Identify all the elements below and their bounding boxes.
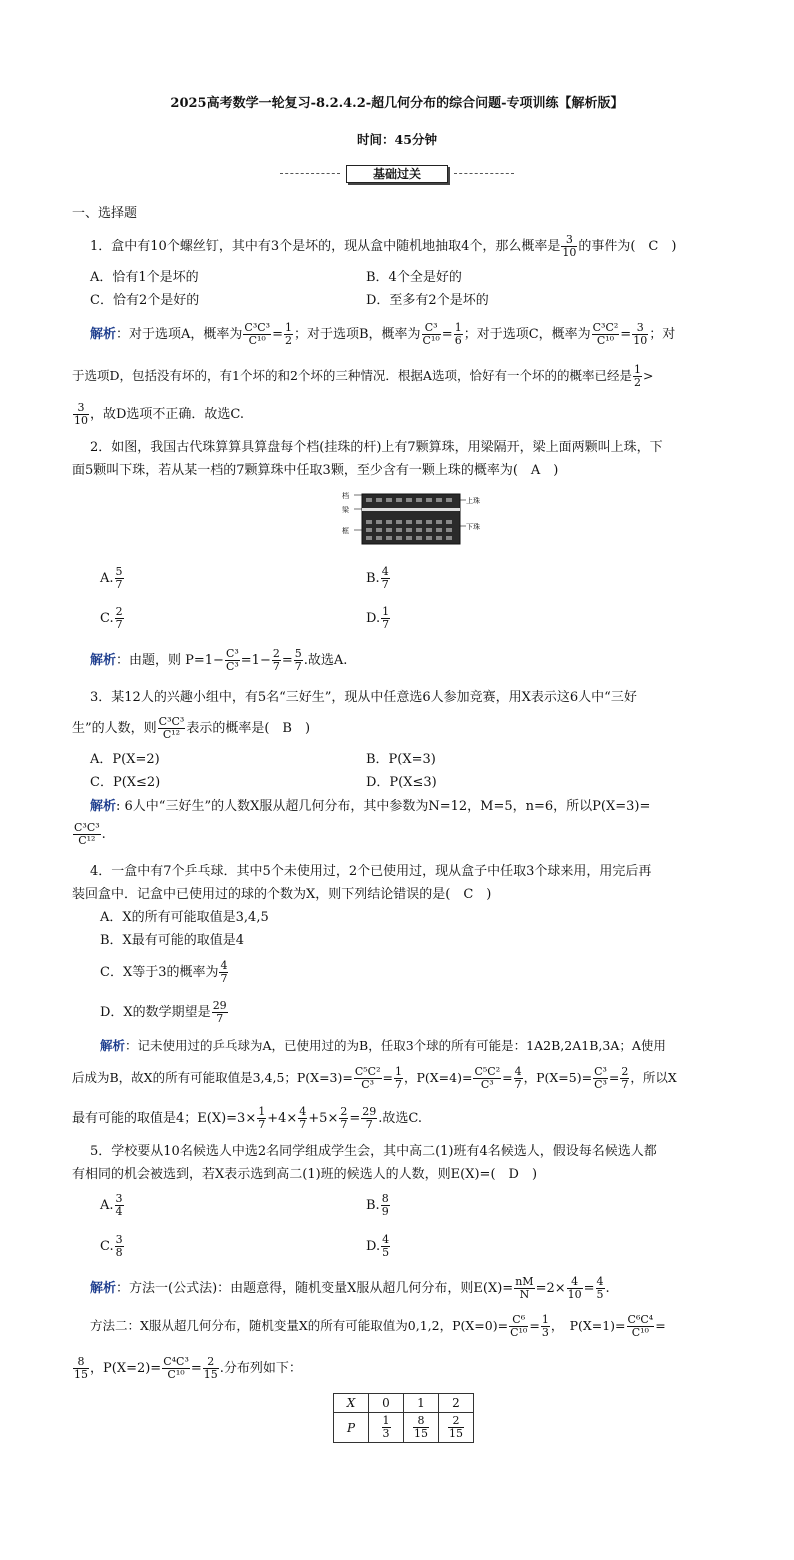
fraction: $\frac{29}{7}$ (362, 1105, 377, 1131)
fraction: $\frac{1}{3}$ (382, 1414, 390, 1440)
doc-title: 2025高考数学一轮复习-8.2.4.2-超几何分布的综合问题-专项训练【解析版】 (170, 96, 624, 111)
q5-option-c: C. $\frac{3}{8}$ (100, 1233, 123, 1259)
q1-solution-line2: 于选项D，包括没有坏的，有1个坏的和2个坏的三种情况．根据A选项，恰好有一个坏的的概率已经是 $\frac{1}{2}$ > (72, 363, 654, 389)
section-badge: 基础过关 (346, 165, 448, 183)
fraction: $\frac{1}{3}$ (541, 1313, 549, 1339)
fraction: $\frac{4}{5}$ (596, 1275, 604, 1301)
fraction: $\frac{2}{15}$ (449, 1414, 463, 1440)
fraction: $\frac{4}{10}$ (567, 1275, 582, 1301)
q3-option-a: A．P(X=2) (90, 752, 160, 767)
q1-stem-text: 1．盒中有10个螺丝钉，其中有3个是坏的，现从盒中随机地抽取4个，那么概率是 (90, 239, 561, 254)
fraction: $\frac{\text{C⁵C²}}{\text{C³}}$ (354, 1065, 381, 1091)
table-header-x: X (334, 1394, 369, 1413)
q3-stem-line2: 生”的人数，则 $\frac{\text{C³C³}}{\text{C¹²}}$ 表示的概率是( B ) (72, 715, 311, 741)
fraction: $\frac{\text{C³C³}}{\text{C¹²}}$ (74, 821, 100, 847)
q4-solution-line2: 后成为B，故X的所有可能取值是3,4,5；P(X=3)= $\frac{\text{C⁵C²}}{\text{C³}}$ = $\frac{1}{7}$ ，P(X=4)= $\frac{\text{C⁵C²}}{\text{C³}}$ = $\frac{4}{7}$ ，P(X=5)= $\frac{\text{C³}}{\text{C³}}$ = $\frac{2}{7}$ ，所以X (72, 1065, 677, 1091)
section-banner (280, 165, 514, 183)
q5-solution-line2: 方法二：X服从超几何分布，随机变量X的所有可能取值为0,1,2，P(X=0)= $\frac{\text{C⁶}}{\text{C¹⁰}}$ = $\frac{1}{3}$ ， P(X=1)= $\frac{\text{C⁶C⁴}}{\text{C¹⁰}}$ = (90, 1313, 666, 1339)
label-dang: 档 (342, 492, 349, 500)
q5-solution-line1: 解析：方法一(公式法)：由题意得，随机变量X服从超几何分布，则E(X)= $\frac{nM}{N}$ =2× $\frac{4}{10}$ = $\frac{4}{5}$ . (90, 1275, 610, 1301)
q3-option-b: B．P(X=3) (366, 752, 436, 767)
fraction: $\frac{2}{7}$ (621, 1065, 629, 1091)
q1-option-c: C．恰有2个是好的 (90, 293, 200, 308)
fraction: $\frac{2}{7}$ (340, 1105, 348, 1131)
q1-stem (90, 234, 722, 259)
fraction: $\frac{8}{9}$ (381, 1192, 389, 1218)
fraction: $\frac{4}{7}$ (299, 1105, 307, 1131)
q4-solution-line3: 最有可能的取值是4；E(X)=3× $\frac{1}{7}$ +4× $\frac{4}{7}$ +5× $\frac{2}{7}$ = $\frac{29}{7}$ .故选C. (72, 1105, 422, 1131)
label-liang: 梁 (342, 506, 349, 514)
q1-fraction: $\frac{3}{10}$ (562, 233, 577, 259)
fraction: $\frac{1}{7}$ (382, 605, 390, 631)
label-xiazhu: 下珠 (466, 523, 480, 531)
q4-solution-line1: 解析：记未使用过的乒乓球为A，已使用过的为B，任取3个球的所有可能是：1A2B,2A1B,3A；A使用 (100, 1038, 666, 1053)
fraction: $\frac{8}{15}$ (414, 1414, 428, 1440)
table-header-p: P (334, 1413, 369, 1443)
fraction: $\frac{4}{7}$ (381, 565, 389, 591)
q5-stem-line2: 有相同的机会被选到，若X表示选到高二(1)班的候选人的人数，则E(X)=( D ) (72, 1167, 538, 1182)
q1-option-a: A．恰有1个是坏的 (90, 270, 199, 285)
fraction: $\frac{4}{7}$ (514, 1065, 522, 1091)
q3-solution-line2: $\frac{\text{C³C³}}{\text{C¹²}}$ . (74, 821, 106, 847)
table-cell: 0 (369, 1394, 404, 1413)
fraction: $\frac{1}{2}$ (284, 321, 292, 347)
label-shangzhu: 上珠 (466, 497, 480, 505)
q4-stem-line1: 4．一盒中有7个乒乓球．其中5个未使用过，2个已使用过，现从盒子中任取3个球来用，用完后再 (90, 864, 652, 879)
time-limit: 时间：45分钟 (357, 132, 437, 147)
fraction: $\frac{4}{5}$ (382, 1233, 390, 1259)
fraction: $\frac{\text{C³}}{\text{C³}}$ (594, 1065, 607, 1091)
fraction: $\frac{\text{C³}}{\text{C³}}$ (225, 647, 239, 673)
fraction: $\frac{1}{7}$ (258, 1105, 266, 1131)
q1-option-d: D．至多有2个是坏的 (366, 293, 489, 308)
fraction: $\frac{\text{C⁶C⁴}}{\text{C¹⁰}}$ (627, 1313, 654, 1339)
q2-solution: 解析：由题，则 P=1− $\frac{\text{C³}}{\text{C³}}$ =1− $\frac{2}{7}$ = $\frac{5}{7}$ .故选A. (90, 647, 348, 673)
fraction: $\frac{4}{7}$ (220, 959, 228, 985)
solution-label: 解析 (90, 653, 117, 668)
q5-option-a: A. $\frac{3}{4}$ (100, 1192, 123, 1218)
q5-option-d: D. $\frac{4}{5}$ (366, 1233, 390, 1259)
q4-option-b: B．X最有可能的取值是4 (100, 933, 245, 948)
fraction: $\frac{2}{7}$ (115, 605, 123, 631)
q4-option-c: C．X等于3的概率为 $\frac{4}{7}$ (100, 959, 228, 985)
solution-label: 解析 (90, 1281, 117, 1296)
fraction: $\frac{3}{10}$ (633, 321, 648, 347)
fraction: $\frac{3}{10}$ (74, 401, 88, 427)
table-cell: 1 (404, 1394, 439, 1413)
q5-solution-line3: $\frac{8}{15}$ ，P(X=2)= $\frac{\text{C⁴C³}}{\text{C¹⁰}}$ = $\frac{2}{15}$ .分布列如下： (74, 1355, 302, 1381)
table-cell (369, 1413, 404, 1443)
q4-option-a: A．X的所有可能取值是3,4,5 (100, 910, 269, 925)
solution-label: 解析 (90, 327, 117, 342)
q2-option-a: A. $\frac{5}{7}$ (100, 565, 123, 591)
q4-option-d: D．X的数学期望是 $\frac{29}{7}$ (100, 999, 227, 1025)
solution-label: 解析 (100, 1038, 126, 1053)
solution-label: 解析 (90, 799, 117, 814)
q3-stem-line1: 3．某12人的兴趣小组中，有5名“三好生”，现从中任意选6人参加竞赛，用X表示这6人中“三好 (90, 690, 637, 705)
fraction: $\frac{2}{15}$ (203, 1355, 218, 1381)
abacus-beam (362, 508, 460, 511)
label-kuang: 框 (342, 527, 349, 535)
table-row (334, 1413, 474, 1443)
banner-divider-right (454, 173, 514, 174)
q2-option-c: C. $\frac{2}{7}$ (100, 605, 123, 631)
abacus-figure (340, 490, 480, 550)
q4-stem-line2: 装回盒中．记盒中已使用过的球的个数为X，则下列结论错误的是( C ) (72, 887, 492, 902)
q5-option-b: B. $\frac{8}{9}$ (366, 1192, 389, 1218)
fraction: $\frac{3}{8}$ (115, 1233, 123, 1259)
q1-stem-answer: 的事件为( C ) (578, 239, 677, 254)
q5-stem-line1: 5．学校要从10名候选人中选2名同学组成学生会，其中高二(1)班有4名候选人，假设每名候选人都 (90, 1144, 657, 1159)
fraction: $\frac{\text{C⁴C³}}{\text{C¹⁰}}$ (163, 1355, 189, 1381)
fraction: $\frac{5}{7}$ (115, 565, 123, 591)
fraction: $\frac{\text{C³C²}}{\text{C¹⁰}}$ (592, 321, 619, 347)
q2-stem-line2: 面5颗叫下珠，若从某一档的7颗算珠中任取3颗，至少含有一颗上珠的概率为( A ) (72, 463, 559, 478)
table-cell: 2 (439, 1394, 474, 1413)
q1-solution-line1: 解析：对于选项A，概率为 $\frac{\text{C³C³}}{\text{C¹⁰}}$ = $\frac{1}{2}$ ；对于选项B，概率为 $\frac{\text{C³}}{\text{C¹⁰}}$ = $\frac{1}{6}$ ；对于选项C，概率为 $\frac{\text{C³C²}}{\text{C¹⁰}}$ = $\frac{3}{10}$ ；对 (90, 321, 676, 347)
fraction: $\frac{1}{2}$ (633, 363, 641, 389)
distribution-table (333, 1393, 474, 1443)
section-heading: 一、选择题 (72, 206, 138, 221)
fraction: $\frac{1}{7}$ (395, 1065, 402, 1091)
fraction: $\frac{3}{4}$ (115, 1192, 123, 1218)
q2-stem-line1: 2．如图，我国古代珠算算具算盘每个档(挂珠的杆)上有7颗算珠，用梁隔开，梁上面两颗叫上珠，下 (90, 440, 663, 455)
table-cell (439, 1413, 474, 1443)
table-row (334, 1394, 474, 1413)
q3-option-c: C．P(X≤2) (90, 775, 161, 790)
q2-option-d: D. $\frac{1}{7}$ (366, 605, 390, 631)
fraction: $\frac{\text{C³C³}}{\text{C¹⁰}}$ (244, 321, 271, 347)
fraction: $\frac{1}{6}$ (454, 321, 462, 347)
q1-solution-line3: $\frac{3}{10}$ ，故D选项不正确．故选C. (74, 401, 245, 427)
fraction: $\frac{\text{C³}}{\text{C¹⁰}}$ (422, 321, 440, 347)
q1-option-b: B．4个全是好的 (366, 270, 462, 285)
fraction: $\frac{nM}{N}$ (515, 1275, 534, 1301)
fraction: $\frac{29}{7}$ (212, 999, 227, 1025)
fraction: $\frac{\text{C⁵C²}}{\text{C³}}$ (474, 1065, 501, 1091)
fraction: $\frac{5}{7}$ (294, 647, 302, 673)
q2-option-b: B. $\frac{4}{7}$ (366, 565, 389, 591)
banner-divider-left (280, 173, 340, 174)
fraction: $\frac{\text{C⁶}}{\text{C¹⁰}}$ (510, 1313, 528, 1339)
fraction: $\frac{2}{7}$ (272, 647, 280, 673)
q3-option-d: D．P(X≤3) (366, 775, 437, 790)
table-cell (404, 1413, 439, 1443)
q3-solution-line1: 解析: 6人中“三好生”的人数X服从超几何分布，其中参数为N=12，M=5，n=6，所以P(X=3)= (90, 799, 651, 814)
fraction: $\frac{8}{15}$ (74, 1355, 88, 1381)
fraction: $\frac{\text{C³C³}}{\text{C¹²}}$ (158, 715, 185, 741)
